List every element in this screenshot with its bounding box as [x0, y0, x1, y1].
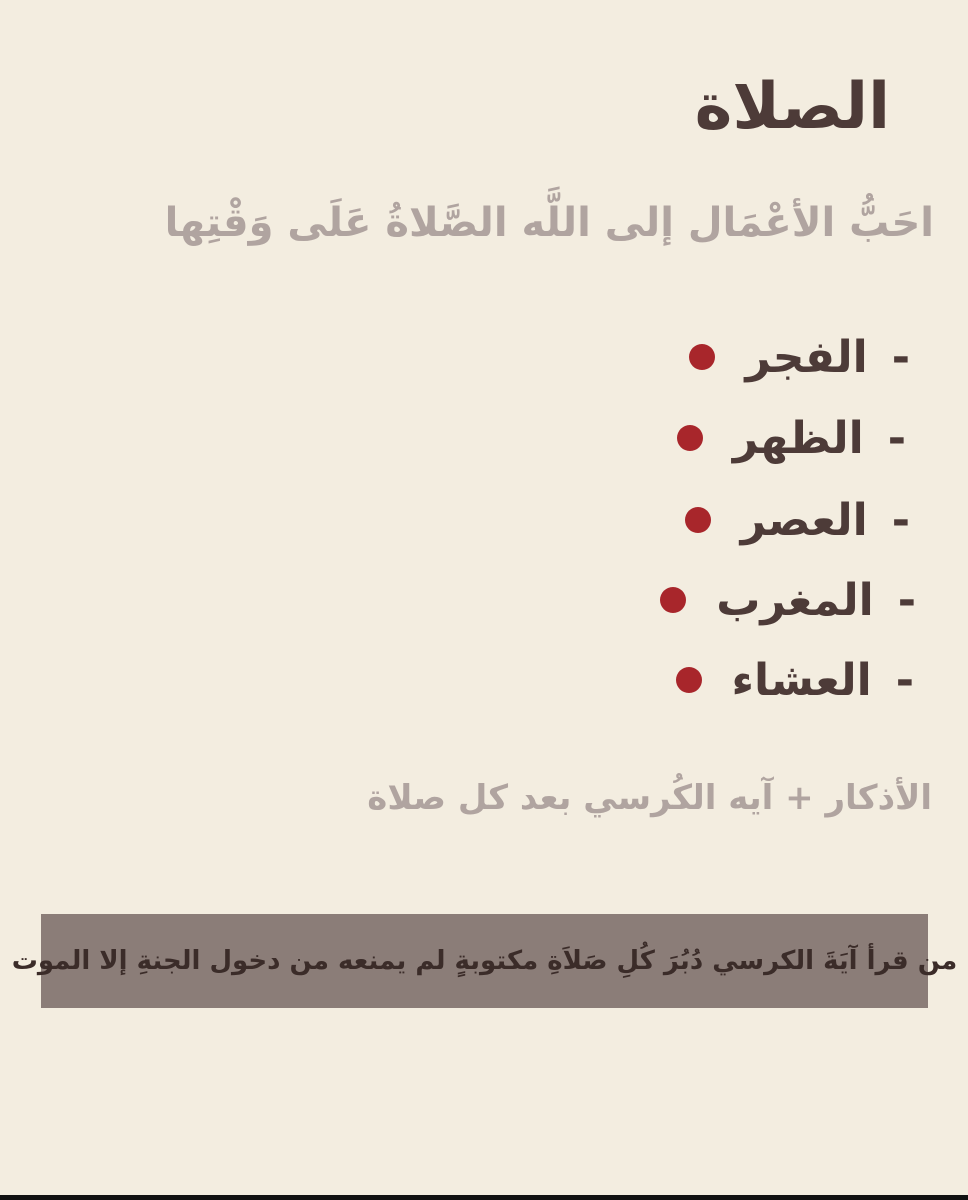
prayer-name: المغرب: [716, 574, 874, 626]
prayer-item-maghrib: [660, 570, 916, 630]
prayer-item-isha: [676, 650, 915, 710]
prayer-dash: -: [895, 654, 914, 706]
page-title: الصلاة: [694, 70, 890, 144]
red-dot-icon: [660, 587, 686, 613]
prayer-dash: -: [891, 331, 910, 383]
red-dot-icon: [685, 507, 711, 533]
prayer-dash: -: [887, 412, 906, 464]
banner-text: من قرأ آيَةَ الكرسي دُبُرَ كُلِ صَلاَةِ مكتوبةٍ لم يمنعه من دخول الجنةِ إلا الموت: [11, 946, 958, 976]
prayer-item-asr: [685, 490, 910, 550]
hadith-text: احَبُّ الأعْمَال إلى اللَّه الصَّلاةُ عَلَى وَقْتِها: [164, 200, 934, 246]
prayer-name: العشاء: [731, 654, 872, 706]
bottom-border: [0, 1195, 968, 1200]
prayer-name: الفجر: [745, 331, 868, 383]
ayat-kursi-banner: [11, 914, 958, 1008]
prayer-item-fajr: [689, 327, 910, 387]
prayer-dash: -: [897, 574, 916, 626]
red-dot-icon: [689, 344, 715, 370]
red-dot-icon: [677, 425, 703, 451]
prayer-name: العصر: [740, 494, 868, 546]
red-dot-icon: [676, 667, 702, 693]
prayer-name: الظهر: [732, 412, 864, 464]
prayer-dash: -: [891, 494, 910, 546]
prayer-item-dhuhr: [677, 408, 906, 468]
adhkar-note: الأذكار + آيه الكُرسي بعد كل صلاة: [367, 778, 932, 818]
